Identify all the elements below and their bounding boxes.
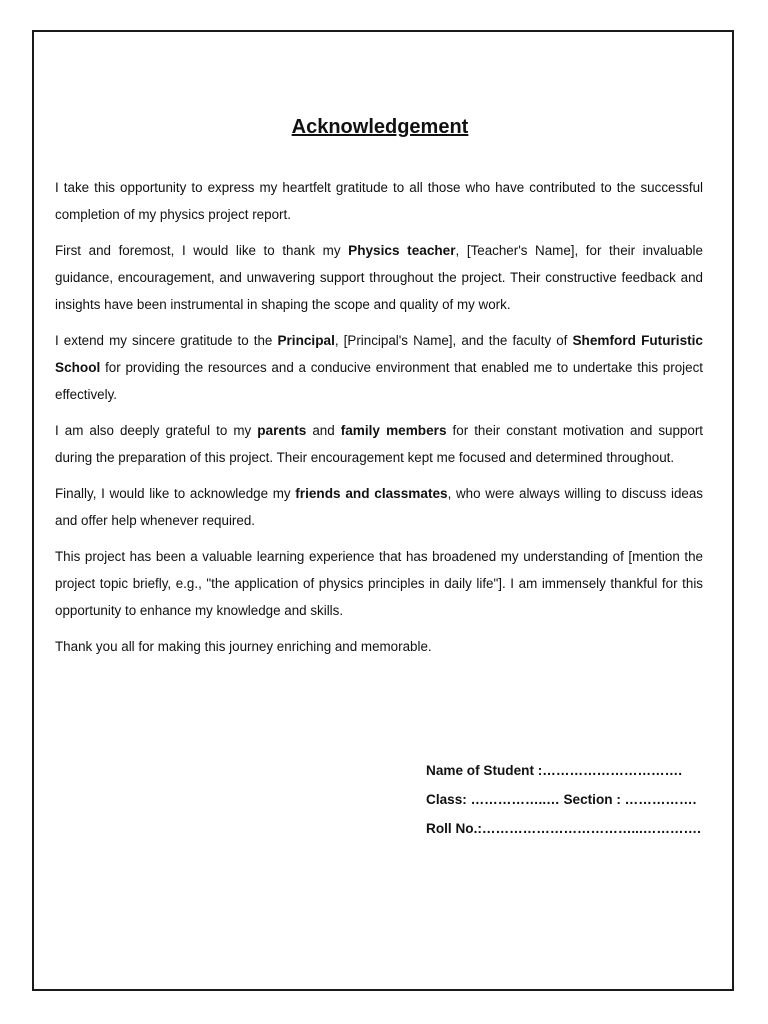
bold-school-name: Shemford Futuristic School (55, 333, 703, 375)
paragraph-learning (55, 543, 703, 624)
acknowledgement-body (55, 174, 703, 669)
roll-number-line: Roll No.:……………………………...…………. (426, 821, 701, 836)
paragraph-family (55, 417, 703, 471)
paragraph-text: I extend my sincere gratitude to the (55, 333, 278, 348)
page-title: Acknowledgement (291, 116, 469, 138)
paragraph-principal (55, 327, 703, 408)
bold-family-members: family members (340, 423, 447, 438)
bold-parents: parents (257, 423, 307, 438)
paragraph-text: Finally, I would like to acknowledge my (55, 486, 296, 501)
student-details-block (426, 756, 726, 843)
paragraph-teacher (55, 237, 703, 318)
paragraph-text: , who were always willing to discuss ideas and offer help whenever required. (55, 486, 703, 528)
paragraph-text: Thank you all for making this journey enriching and memorable. (55, 639, 432, 654)
bold-friends-classmates: friends and classmates (295, 486, 448, 501)
paragraph-friends (55, 480, 703, 534)
bold-physics-teacher: Physics teacher (348, 243, 456, 258)
paragraph-text: This project has been a valuable learning experience that has broadened my understanding of [mention the project topic briefly, e.g., "the application of physics principles in daily life"]. I am immensely thankful for this opportunity to enhance my knowledge and skills. (55, 549, 703, 618)
paragraph-text: , [Principal's Name], and the faculty of (334, 333, 573, 348)
paragraph-text: First and foremost, I would like to thank my (55, 243, 349, 258)
paragraph-text: for their constant motivation and support during the preparation of this project. Their encouragement kept me focused and determined throughout. (55, 423, 704, 465)
class-section-line: Class: ……………..… Section : ……………. (426, 792, 697, 807)
paragraph-closing (55, 633, 703, 660)
paragraph-text: and (306, 423, 341, 438)
student-name-line: Name of Student :…………………………. (426, 763, 683, 778)
paragraph-text: , [Teacher's Name], for their invaluable guidance, encouragement, and unwavering support throughout the project. Their constructive feedback and insights have been instrumental in shaping the scope and quality of my work. (55, 243, 703, 312)
paragraph-text: I am also deeply grateful to my (55, 423, 258, 438)
paragraph-text: I take this opportunity to express my heartfelt gratitude to all those who have contributed to the successful completion of my physics project report. (55, 180, 703, 222)
paragraph-text: for providing the resources and a conducive environment that enabled me to undertake this project effectively. (55, 360, 703, 402)
paragraph-intro (55, 174, 703, 228)
bold-principal: Principal (277, 333, 335, 348)
